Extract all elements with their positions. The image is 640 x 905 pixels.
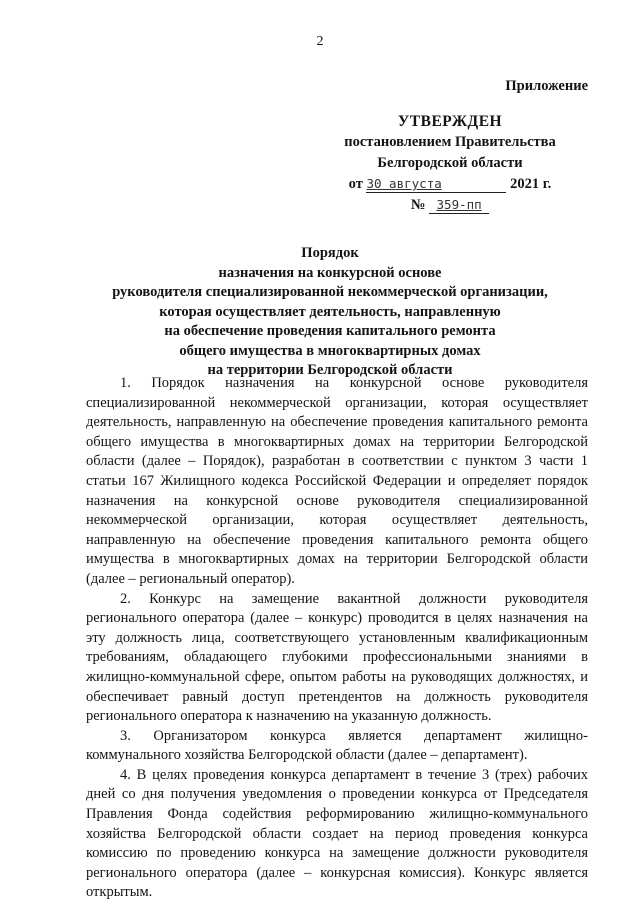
title-line: Порядок (301, 245, 359, 261)
document-body (86, 374, 588, 903)
title-line: назначения на конкурсной основе (218, 264, 442, 281)
title-line: на территории Белгородской области (207, 362, 453, 378)
number-fill (429, 197, 489, 214)
paragraph: 1. Порядок назначения на конкурсной основе руководителя специализированной некоммерческой организации, которая осуществляет деятельность, направленную на обеспечение проведения капитального ремонта общего имущества в многоквартирных домах на территории Белгородской области (далее – Порядок), разработан в соответствии с пунктом 3 части 1 статьи 167 Жилищного кодекса Российской Федерации и определяет порядок назначения на конкурсной основе руководителя специализированной некоммерческой организации, которая осуществляет деятельность, направленную на обеспечение проведения капитального ремонта общего имущества в многоквартирных домах на территории Белгородской области (далее – региональный оператор). (86, 375, 588, 587)
date-fill (366, 176, 506, 193)
title-line: общего имущества в многоквартирных домах (179, 342, 481, 359)
number-value: 359-пп (436, 197, 482, 212)
date-prefix: от (348, 176, 363, 192)
approval-block (300, 76, 600, 216)
date-value: 30 августа (366, 176, 442, 191)
paragraph: 3. Организатором конкурса является департамент жилищно-коммунального хозяйства Белгородской области (далее – департамент). (86, 727, 588, 764)
date-year: 2021 г. (510, 176, 552, 192)
title-line: которая осуществляет деятельность, направленную (159, 303, 501, 320)
approval-line-1: постановлением Правительства (344, 134, 556, 150)
title-line: на обеспечение проведения капитального ремонта (164, 323, 496, 339)
page-number: 2 (316, 34, 324, 49)
number-prefix: № (410, 197, 426, 213)
approval-date-line (300, 174, 600, 195)
document-title (60, 244, 600, 381)
title-line: руководителя специализированной некоммерческой организации, (112, 284, 548, 300)
appendix-label: Приложение (505, 78, 588, 94)
paragraph: 2. Конкурс на замещение вакантной должности руководителя регионального оператора (далее – конкурс) проводится в целях назначения на эту должность лица, соответствующего установленным квалификационным требованиям, обладающего глубокими профессиональными знаниями в жилищно-коммунальной сфере, опытом работы на руководящих должностях, и обеспечивает равный доступ претендентов на должность руководителя регионального оператора к назначению на указанную должность. (86, 590, 588, 725)
approval-line-2: Белгородской области (377, 155, 523, 171)
approved-heading: УТВЕРЖДЕН (397, 113, 503, 130)
approval-number-line (300, 195, 600, 216)
paragraph: 4. В целях проведения конкурса департамент в течение 3 (трех) рабочих дней со дня получения уведомления о проведении конкурса от Председателя Правления Фонда содействия реформированию жилищно-коммунального хозяйства Белгородской области создает на период проведения конкурса комиссию по проведению конкурса на замещение должности руководителя регионального оператора (далее – конкурсная комиссия). Конкурс является открытым. (86, 766, 588, 901)
